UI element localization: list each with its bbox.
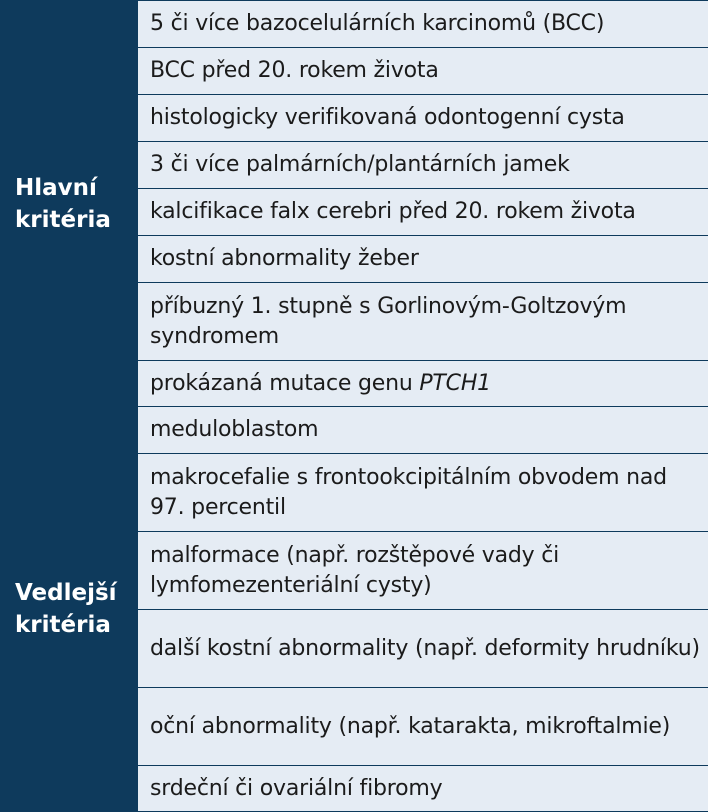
major-criteria-header: [1, 1, 138, 407]
minor-criteria-header: [1, 407, 138, 812]
criterion-item: příbuzný 1. stupně s Gorlinovým-Goltzovým syndromem: [138, 283, 708, 361]
criterion-item: kalcifikace falx cerebri před 20. rokem života: [138, 189, 708, 236]
criterion-item: další kostní abnormality (např. deformity hrudníku): [138, 610, 708, 688]
minor-criteria-label-line1: Vedlejší: [15, 577, 137, 609]
criterion-item: BCC před 20. rokem života: [138, 48, 708, 95]
major-criteria-label-line2: kritéria: [15, 204, 137, 236]
criterion-item: oční abnormality (např. katarakta, mikroftalmie): [138, 688, 708, 766]
criterion-item: 5 či více bazocelulárních karcinomů (BCC): [138, 1, 708, 48]
table-row: [1, 1, 708, 48]
table-row: [1, 407, 708, 454]
gene-name: PTCH1: [419, 371, 491, 396]
criterion-item: malformace (např. rozštěpové vady či lymfomezenteriální cysty): [138, 532, 708, 610]
major-criteria-label-line1: Hlavní: [15, 172, 137, 204]
criterion-item: srdeční či ovariální fibromy: [138, 766, 708, 812]
criterion-item: histologicky verifikovaná odontogenní cysta: [138, 95, 708, 142]
criterion-item: kostní abnormality žeber: [138, 236, 708, 283]
criterion-item-text: prokázaná mutace genu: [150, 371, 419, 396]
criterion-item: meduloblastom: [138, 407, 708, 454]
criterion-item: 3 či více palmárních/plantárních jamek: [138, 142, 708, 189]
criterion-item: [138, 361, 708, 407]
criterion-item: makrocefalie s frontookcipitálním obvodem nad 97. percentil: [138, 454, 708, 532]
minor-criteria-label-line2: kritéria: [15, 609, 137, 641]
